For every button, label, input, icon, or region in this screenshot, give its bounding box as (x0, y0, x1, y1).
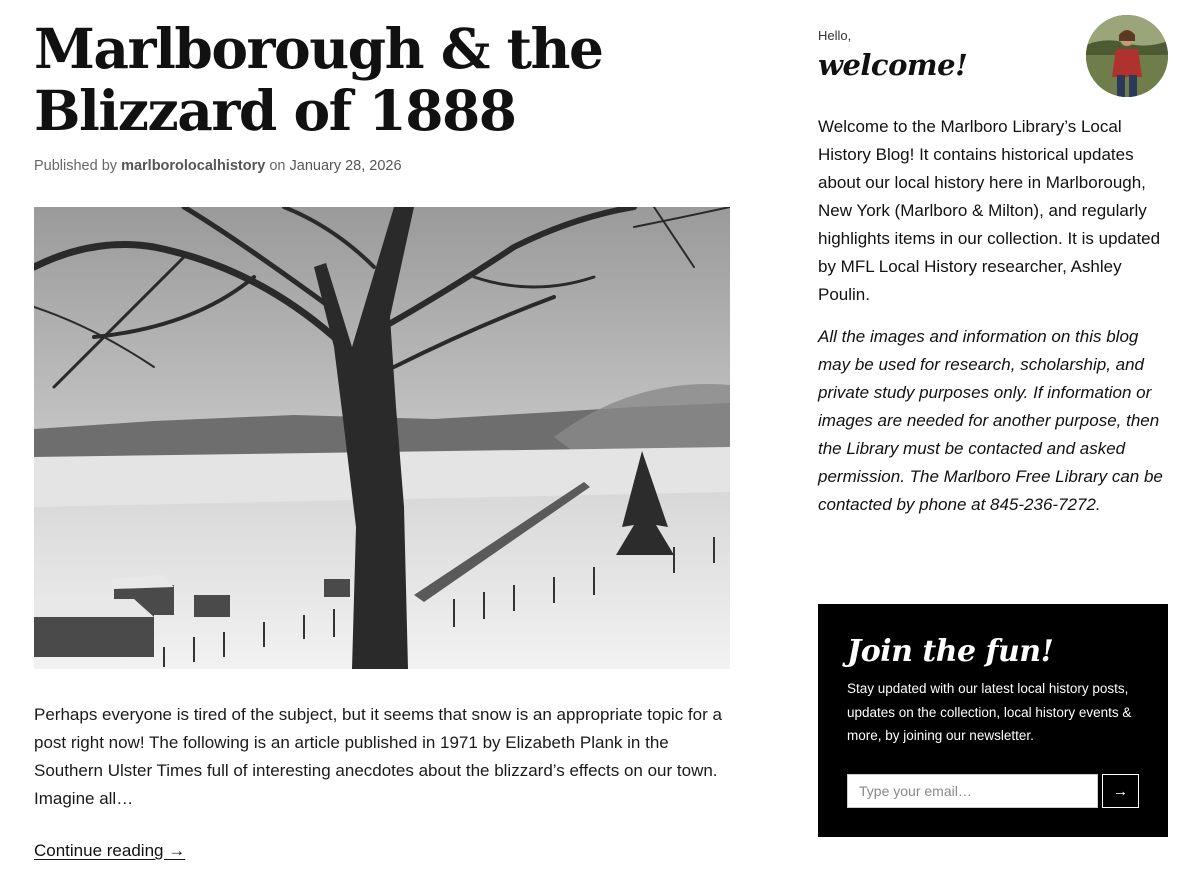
newsletter-box (818, 604, 1168, 837)
email-input[interactable] (847, 774, 1098, 808)
avatar-photo (1086, 15, 1168, 97)
welcome-heading: welcome! (818, 48, 968, 82)
byline-on: on (269, 158, 286, 174)
author-avatar (1086, 15, 1168, 97)
usage-notice: All the images and information on this blog may be used for research, scholarship, and private study purposes only. If information or images are needed for another purpose, then the Library must be contacted and asked permission. The Marlboro Free Library can be contacted by phone at 845-236-7272. (818, 327, 1163, 514)
hello-text: Hello, (818, 28, 852, 43)
post-title[interactable]: Marlborough & the Blizzard of 1888 (34, 16, 603, 143)
byline-prefix: Published by (34, 158, 118, 174)
post-date[interactable]: January 28, 2026 (289, 158, 402, 174)
post-excerpt: Perhaps everyone is tired of the subject, but it seems that snow is an appropriate topic for a post right now! The following is an article published in 1971 by Elizabeth Plank in the Southern Ulster Times full of interesting anecdotes about the blizzard’s effects on our town. Imagine all… (34, 705, 722, 808)
newsletter-description: Stay updated with our latest local history posts, updates on the collection, local history events & more, by joining our newsletter. (847, 681, 1132, 743)
post-byline (34, 158, 734, 174)
continue-reading-link[interactable]: Continue reading → (34, 841, 186, 860)
blizzard-photo (34, 207, 730, 669)
post-main (34, 16, 734, 860)
intro-text: Welcome to the Marlboro Library’s Local History Blog! It contains historical updates about our local history here in Marlborough, New York (Marlboro & Milton), and regularly highlights items in our collection. It is updated by MFL Local History researcher, Ashley Poulin. (818, 117, 1161, 304)
subscribe-button[interactable] (1102, 774, 1139, 808)
author-link[interactable]: marlborolocalhistory (121, 158, 266, 174)
newsletter-title: Join the fun! (847, 634, 1054, 669)
featured-image[interactable] (34, 207, 730, 669)
arrow-right-icon: → (1113, 782, 1128, 800)
